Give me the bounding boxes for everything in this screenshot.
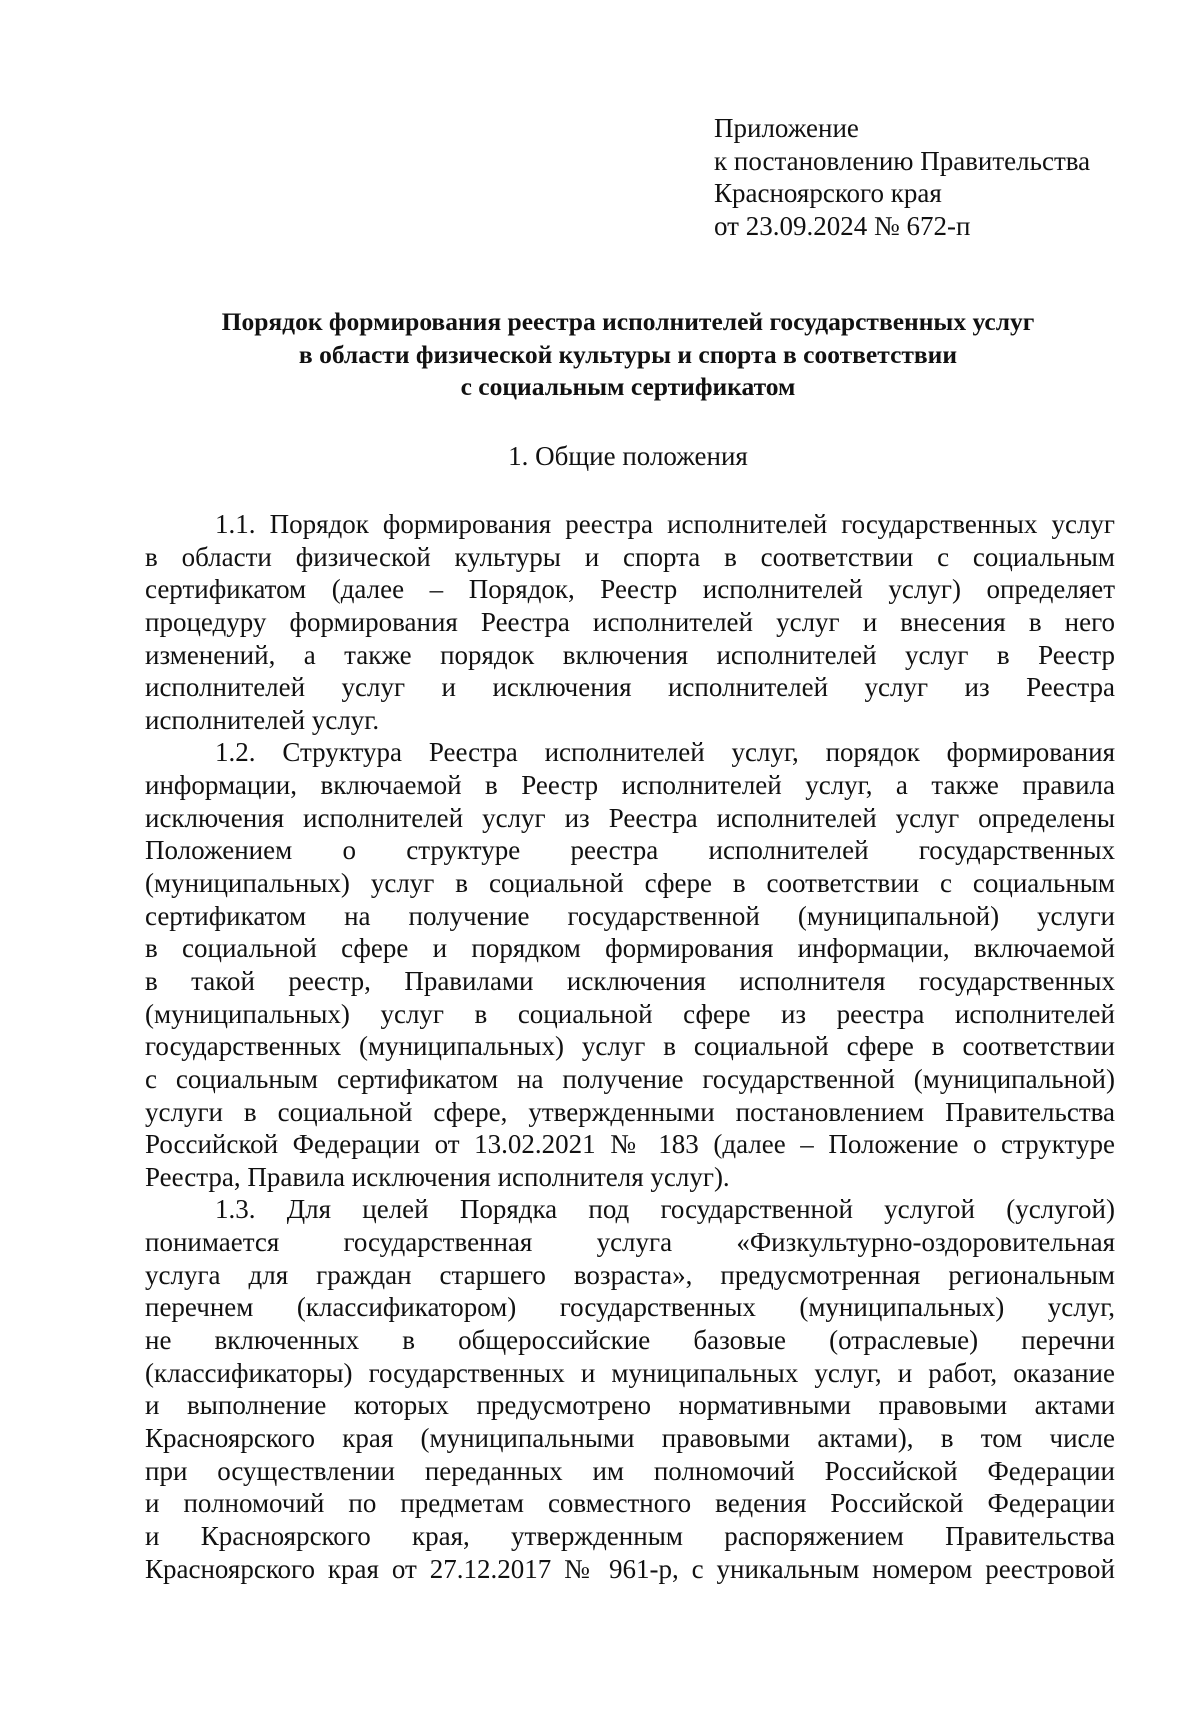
appendix-line: Красноярского края: [714, 178, 942, 209]
text-line: услуги в социальной сфере, утвержденными постановлением Правительства: [145, 1096, 1115, 1127]
title-line: в области физической культуры и спорта в соответствии: [298, 339, 958, 369]
text-line: понимается государственная услуга «Физкультурно-оздоровительная: [145, 1227, 1115, 1258]
text-line: в социальной сфере и порядком формирования информации, включаемой: [145, 933, 1115, 964]
text-line: исполнителей услуг.: [145, 704, 380, 735]
section-heading: 1. Общие положения: [508, 441, 748, 471]
title-line: Порядок формирования реестра исполнителей государственных услуг: [221, 307, 1035, 336]
text-line: и Красноярского края, утвержденным распоряжением Правительства: [145, 1520, 1115, 1551]
text-line: Российской Федерации от 13.02.2021 № 183 (далее – Положение о структуре: [145, 1129, 1115, 1160]
appendix-line: Приложение: [714, 113, 859, 143]
text-line: информации, включаемой в Реестр исполнителей услуг, а также правила: [145, 770, 1115, 801]
text-line: при осуществлении переданных им полномочий Российской Федерации: [145, 1455, 1115, 1486]
text-line: перечнем (классификатором) государственных (муниципальных) услуг,: [145, 1292, 1115, 1323]
text-line: в такой реестр, Правилами исключения исполнителя государственных: [145, 965, 1115, 996]
text-line: процедуру формирования Реестра исполнителей услуг и внесения в него: [145, 606, 1115, 637]
text-line: с социальным сертификатом на получение государственной (муниципальной): [145, 1063, 1115, 1094]
text-line: не включенных в общероссийские базовые (отраслевые) перечни: [145, 1325, 1115, 1356]
document-title: [140, 306, 1116, 404]
paragraph-1-1: [145, 508, 1115, 736]
paragraph-1-2: [145, 736, 1115, 1193]
text-line: исполнителей услуг и исключения исполнителей услуг из Реестра: [145, 672, 1115, 703]
text-line: Реестра, Правила исключения исполнителя услуг).: [145, 1161, 730, 1192]
text-line: изменений, а также порядок включения исполнителей услуг в Реестр: [145, 639, 1115, 670]
text-line: исключения исполнителей услуг из Реестра исполнителей услуг определены: [145, 802, 1115, 833]
title-line: с социальным сертификатом: [460, 372, 796, 402]
text-line: сертификатом на получение государственной (муниципальной) услуги: [145, 900, 1115, 931]
text-line: сертификатом (далее – Порядок, Реестр исполнителей услуг) определяет: [145, 574, 1115, 605]
appendix-block: [714, 112, 1154, 243]
text-line: (классификаторы) государственных и муниципальных услуг, и работ, оказание: [145, 1357, 1115, 1388]
text-line: (муниципальных) услуг в социальной сфере в соответствии с социальным: [145, 868, 1115, 899]
text-line: и полномочий по предметам совместного ведения Российской Федерации: [145, 1488, 1115, 1519]
text-line: (муниципальных) услуг в социальной сфере из реестра исполнителей: [145, 998, 1115, 1029]
text-line: Положением о структуре реестра исполнителей государственных: [145, 835, 1115, 866]
appendix-line: от 23.09.2024 № 672-п: [714, 210, 971, 241]
appendix-line: к постановлению Правительства: [714, 145, 1091, 176]
text-line: и выполнение которых предусмотрено нормативными правовыми актами: [145, 1390, 1115, 1421]
text-line: Красноярского края (муниципальными правовыми актами), в том числе: [145, 1422, 1115, 1453]
text-line: Красноярского края от 27.12.2017 № 961-р, с уникальным номером реестровой: [145, 1553, 1115, 1584]
text-line: в области физической культуры и спорта в соответствии с социальным: [145, 541, 1115, 572]
text-line: услуга для граждан старшего возраста», предусмотренная региональным: [145, 1259, 1115, 1290]
paragraph-1-3: [145, 1193, 1115, 1585]
body-text: [145, 508, 1115, 1585]
text-line: 1.3. Для целей Порядка под государственной услугой (услугой): [215, 1194, 1115, 1225]
text-line: 1.2. Структура Реестра исполнителей услуг, порядок формирования: [215, 737, 1115, 768]
text-line: государственных (муниципальных) услуг в социальной сфере в соответствии: [145, 1031, 1115, 1062]
text-line: 1.1. Порядок формирования реестра исполнителей государственных услуг: [215, 509, 1115, 539]
